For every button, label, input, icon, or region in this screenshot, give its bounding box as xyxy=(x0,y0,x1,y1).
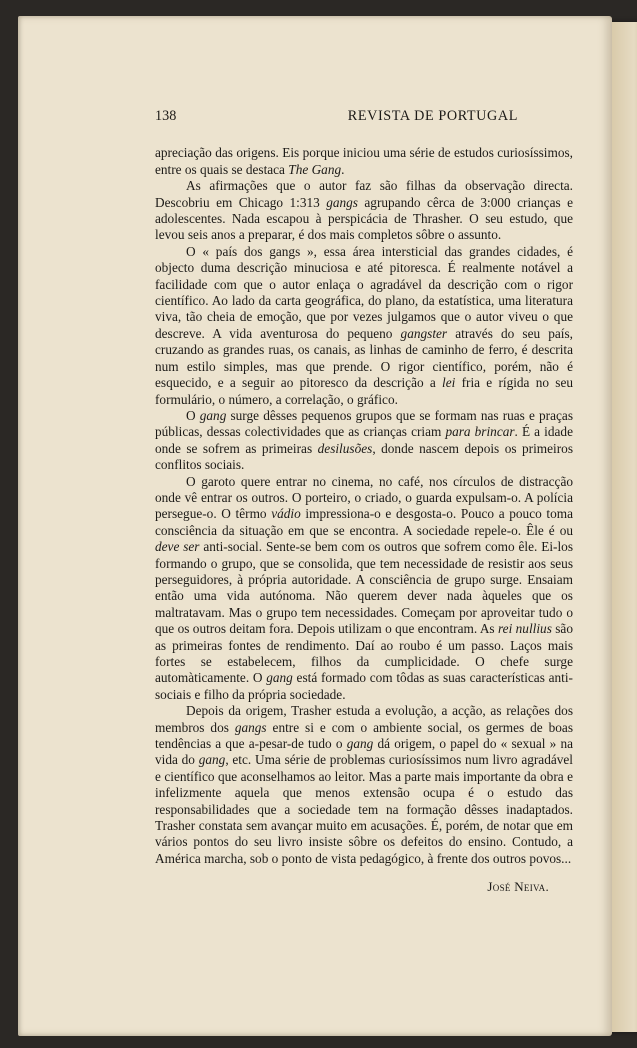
text-run: dá origem, o papel do « sexual » na vida do xyxy=(155,736,574,768)
paragraph xyxy=(155,178,573,244)
italic-text: The Gang xyxy=(288,161,342,177)
italic-text: gangster xyxy=(400,325,448,341)
text-run: O « país dos gangs », essa área intersticial das grandes cidades, é objecto duma descrição minuciosa e até pitoresca. É realmente notável a facilidade com que o autor enlaça o agradável da descrição com o rigor científico. Ao lado da carta geográfica, do plano, da estatística, uma literatura viva, tão cheia de emoção, que por vezes julgamos que o autor viveu o que descreve. A vida aventurosa do pequeno xyxy=(155,243,573,341)
paragraph xyxy=(155,145,573,178)
text-run: está formado com tôdas as suas características anti-sociais e filho da própria sociedade. xyxy=(155,670,573,702)
text-run: , donde nascem depois os primeiros conflitos sociais. xyxy=(155,440,573,473)
text-run: impressiona-o e desgosta-o. Pouco a pouco toma consciência da situação em que se encontra. A sociedade repele-o. Êle é ou xyxy=(155,506,573,538)
running-header xyxy=(155,108,573,124)
text-run: anti-social. Sente-se bem com os outros que sofrem como êle. Ei-los formando o grupo, que se consolida, que tem necessidade de resistir aos seus perseguidores, à própria autoridade. A consciência de grupo surge. Ensaiam então uma vida autónoma. Não querem dever nada àqueles que os maltratavam. Mas o grupo tem necessidades. Começam por aproveitar tudo o que os outros deitam fora. Depois utilizam o que encontram. As xyxy=(155,539,573,637)
italic-text: para brincar xyxy=(445,424,515,440)
italic-text: gang xyxy=(198,752,226,768)
text-run: entre si e com o ambiente social, os germes de boas tendências a que a-pesar-de tudo o xyxy=(155,719,573,752)
text-run: . xyxy=(341,161,345,177)
text-run: , etc. Uma série de problemas curiosíssimos num livro agradável e científico que aconselhamos ao leitor. Mas a parte mais importante da obra e infelizmente aquela que menos extensão ocupa é o estudo das responsabilidades que a sociedade tem na formação dêsses inadaptados. Trasher constata sem avançar muito em acusações. É, porém, de notar que em vários pontos do seu livro insiste sôbre os defeitos do ensino. Contudo, a América marcha, sob o ponto de vista pedagógico, à frente dos outros povos... xyxy=(155,752,574,866)
author-signature: José Neiva. xyxy=(487,879,549,895)
journal-title: REVISTA DE PORTUGAL xyxy=(347,108,518,124)
text-run: fria e rígida no seu formulário, o número, a correlação, o gráfico. xyxy=(155,375,573,407)
italic-text: vádio xyxy=(271,506,301,522)
italic-text: gangs xyxy=(234,719,267,735)
text-run: apreciação das origens. Eis porque iniciou uma série de estudos curiosíssimos, entre os quais se destaca xyxy=(155,145,573,177)
page-content xyxy=(155,108,573,896)
article-body xyxy=(155,145,573,867)
text-run: através do seu país, cruzando as grandes ruas, os canais, as linhas de caminho de ferro, é descrita num estilo simples, mas que prende. O rigor científico, porém, não é esquecido, e a seguir ao pitoresco da descrição a xyxy=(155,325,574,391)
text-run: O garoto quere entrar no cinema, no café, nos círculos de distracção onde vê entrar os outros. O porteiro, o criado, o guarda expulsam-o. A polícia persegue-o. O têrmo xyxy=(155,473,573,522)
text-run: As afirmações que o autor faz são filhas da observação directa. Descobriu em Chicago 1:313 xyxy=(155,178,573,210)
paragraph xyxy=(155,408,573,474)
paragraph xyxy=(155,703,573,867)
italic-text: desilusões xyxy=(317,440,373,456)
text-run: agrupando cêrca de 3:000 crianças e adolescentes. Nada escapou à perspicácia de Thrasher. O seu estudo, que levou seis anos a preparar, é dos mais completos sôbre o assunto. xyxy=(155,194,573,243)
adjacent-page-edge xyxy=(610,22,637,1032)
italic-text: rei nullius xyxy=(498,621,552,637)
italic-text: gang xyxy=(199,407,227,423)
italic-text: gang xyxy=(346,736,374,752)
text-run: surge dêsses pequenos grupos que se formam nas ruas e praças públicas, dessas colectividades que as crianças criam xyxy=(155,407,573,440)
paragraph xyxy=(155,474,573,704)
text-run: Depois da origem, Trasher estuda a evolução, a acção, as relações dos membros dos xyxy=(155,703,573,735)
italic-text: deve ser xyxy=(155,539,200,555)
italic-text: gangs xyxy=(326,194,358,210)
page-number: 138 xyxy=(155,108,177,124)
paragraph xyxy=(155,244,573,408)
text-run: O xyxy=(186,407,200,423)
text-run: são as primeiras fontes de rendimento. Daí ao roubo é um passo. Laços mais fortes se estabelecem, filhos da cumplicidade. O chefe surge automàticamente. O xyxy=(155,621,573,686)
italic-text: gang xyxy=(266,670,293,686)
text-run: . É a idade onde se sofrem as primeiras xyxy=(155,424,573,456)
italic-text: lei xyxy=(442,375,456,391)
